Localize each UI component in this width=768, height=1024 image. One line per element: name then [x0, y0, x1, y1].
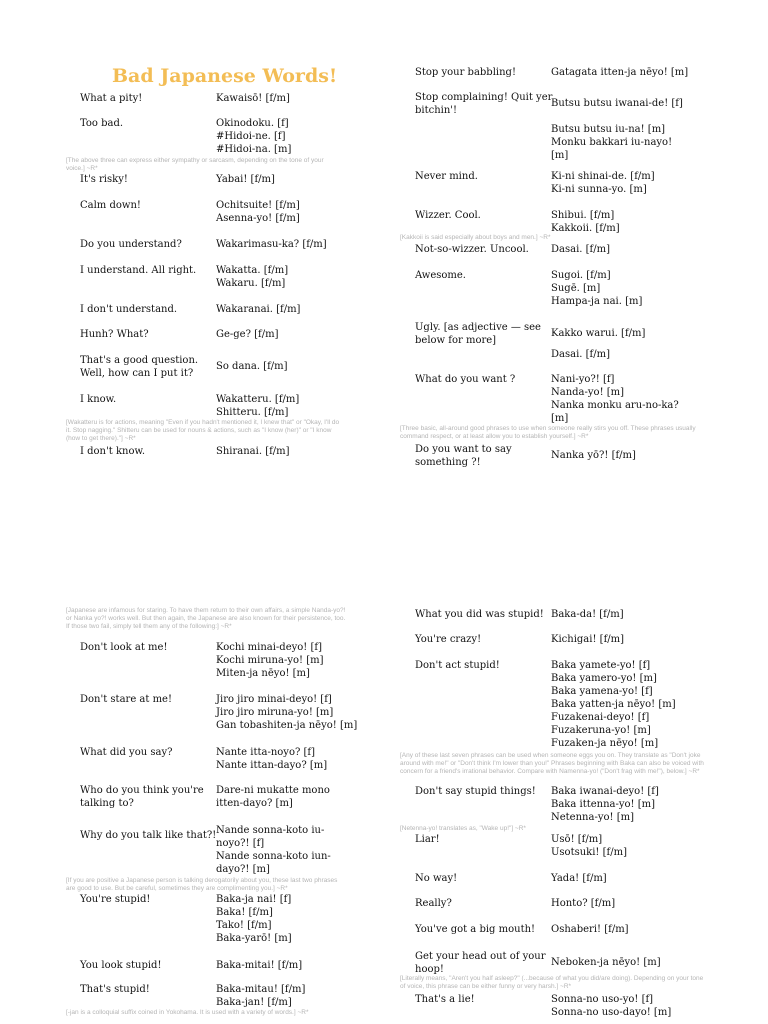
japanese-phrase: Kawaisō! [f/m] [216, 93, 290, 104]
japanese-phrase: Sugoi. [f/m] Sugē. [m] Hampa-ja nai. [m] [551, 270, 643, 307]
japanese-phrase: Oshaberi! [f/m] [551, 924, 629, 935]
english-phrase: Liar! [415, 834, 440, 845]
japanese-phrase: Sonna-no uso-yo! [f] Sonna-no uso-dayo! [m] [551, 994, 672, 1018]
japanese-phrase: Wakatteru. [f/m] Shitteru. [f/m] [216, 394, 300, 418]
japanese-phrase: Baka-mitau! [f/m] Baka-jan! [f/m] [216, 984, 306, 1008]
japanese-phrase: Wakaranai. [f/m] [216, 304, 301, 315]
japanese-phrase: Baka-ja nai! [f] Baka! [f/m] Tako! [f/m] Baka-yarō! [m] [216, 894, 292, 944]
english-phrase: You look stupid! [80, 960, 162, 971]
japanese-phrase: Dasai. [f/m] [551, 244, 610, 255]
japanese-phrase: Baka yamete-yo! [f] Baka yamero-yo! [m] Baka yamena-yo! [f] Baka yatten-ja nēyo! [m] Fuzakenai-deyo! [f] Fuzakeruna-yo! [m] Fuzaken-ja nēyo! [m] [551, 660, 676, 749]
english-phrase: Stop complaining! Quit yer bitchin'! [415, 92, 553, 116]
note: [Any of these last seven phrases can be used when someone eggs you on. They translate as "Don't joke around with me!" or "Don't think I'm lower than you!" Phrases beginning with Baka can also be voiced with concern for a friend's irrational behavior. Compare with Namenna-yo! ("Don't frag with me!"), below.] ~R* [400, 752, 704, 775]
english-phrase: Don't act stupid! [415, 660, 500, 671]
english-phrase: Get your head out of your hoop! [415, 951, 546, 975]
page-title: Bad Japanese Words! [112, 65, 338, 87]
english-phrase: Ugly. [as adjective — see below for more] [415, 322, 541, 346]
english-phrase: It's risky! [80, 174, 128, 185]
english-phrase: Stop your babbling! [415, 67, 516, 78]
note: [Kakkoii is said especially about boys and men.] ~R* [400, 234, 551, 241]
japanese-phrase: Baka iwanai-deyo! [f] Baka ittenna-yo! [m] Netenna-yo! [m] [551, 786, 659, 823]
japanese-phrase: Ochitsuite! [f/m] Asenna-yo! [f/m] [216, 200, 300, 224]
english-phrase: Really? [415, 898, 452, 909]
japanese-phrase: Nanka yō?! [f/m] [551, 450, 636, 461]
note: [The above three can express either sympathy or sarcasm, depending on the tone of your voice.] ~R* [66, 157, 324, 172]
note: [Japanese are infamous for staring. To have them return to their own affairs, a simple Nanda-yo?! or Nanka yo?! works well. But then again, the Japanese are also known for their persistence, too. If those two fail, simply tell them any of the following:] ~R* [66, 607, 346, 630]
japanese-phrase: Gatagata itten-ja nēyo! [m] [551, 67, 689, 78]
english-phrase: I don't know. [80, 446, 146, 457]
english-phrase: Wizzer. Cool. [415, 210, 481, 221]
japanese-phrase: Jiro jiro minai-deyo! [f] Jiro jiro miruna-yo! [m] Gan tobashiten-ja nēyo! [m] [216, 694, 358, 731]
english-phrase: You've got a big mouth! [415, 924, 536, 935]
english-phrase: Who do you think you're talking to? [80, 785, 204, 809]
english-phrase: Never mind. [415, 171, 478, 182]
japanese-phrase: Kichigai! [f/m] [551, 634, 625, 645]
japanese-phrase: Yada! [f/m] [551, 873, 607, 884]
english-phrase: No way! [415, 873, 458, 884]
english-phrase: Calm down! [80, 200, 141, 211]
english-phrase: Do you want to say something ?! [415, 444, 512, 468]
english-phrase: I know. [80, 394, 117, 405]
japanese-phrase: Yabai! [f/m] [216, 174, 275, 185]
japanese-phrase: Ki-ni shinai-de. [f/m] Ki-ni sunna-yo. [m] [551, 171, 655, 195]
english-phrase: What you did was stupid! [415, 609, 544, 620]
japanese-phrase: Usō! [f/m] Usotsuki! [f/m] [551, 834, 627, 858]
japanese-phrase: Ge-ge? [f/m] [216, 329, 279, 340]
japanese-phrase: Kakko warui. [f/m] [551, 328, 646, 339]
note: [Three basic, all-around good phrases to use when someone really stirs you off. These phrases usually command respect, or at least allow you to establish yourself.] ~R* [400, 425, 696, 440]
note: [Literally means, "Aren't you half asleep?" (...because of what you did/are doing). Depending on your tone of voice, this phrase can be either funny or very harsh.] ~R* [400, 975, 704, 990]
note: [If you are positive a Japanese person is talking derogatorily about you, these last two phrases are good to use. But be careful, sometimes they are complimenting you.] ~R* [66, 877, 338, 892]
english-phrase: Don't stare at me! [80, 694, 172, 705]
note: [-jan is a colloquial suffix coined in Yokohama. It is used with a variety of words.] ~R* [66, 1009, 309, 1016]
english-phrase: That's a lie! [415, 994, 475, 1005]
english-phrase: Don't look at me! [80, 642, 168, 653]
japanese-phrase: Baka-mitai! [f/m] [216, 960, 303, 971]
english-phrase: You're stupid! [80, 894, 151, 905]
english-phrase: I don't understand. [80, 304, 178, 315]
japanese-phrase: Honto? [f/m] [551, 898, 616, 909]
japanese-phrase: Shibui. [f/m] Kakkoii. [f/m] [551, 210, 620, 234]
japanese-phrase: Wakatta. [f/m] Wakaru. [f/m] [216, 265, 289, 289]
english-phrase: You're crazy! [415, 634, 482, 645]
english-phrase: Do you understand? [80, 239, 182, 250]
english-phrase: Don't say stupid things! [415, 786, 536, 797]
english-phrase: I understand. All right. [80, 265, 197, 276]
japanese-phrase: Nani-yo?! [f] Nanda-yo! [m] Nanka monku aru-no-ka? [m] [551, 374, 679, 424]
english-phrase: Not-so-wizzer. Uncool. [415, 244, 529, 255]
english-phrase: Hunh? What? [80, 329, 149, 340]
japanese-phrase: Neboken-ja nēyo! [m] [551, 957, 661, 968]
english-phrase: Too bad. [80, 118, 124, 129]
english-phrase: That's stupid! [80, 984, 150, 995]
english-phrase: Why do you talk like that?! [80, 830, 217, 841]
japanese-phrase: Nante itta-noyo? [f] Nante ittan-dayo? [m] [216, 747, 328, 771]
japanese-phrase: Butsu butsu iwanai-de! [f] Butsu butsu iu-na! [m] Monku bakkari iu-nayo! [m] [551, 98, 683, 161]
english-phrase: What a pity! [80, 93, 143, 104]
japanese-phrase: Nande sonna-koto iu- noyo?! [f] Nande sonna-koto iun- dayo?! [m] [216, 825, 331, 875]
english-phrase: That's a good question. Well, how can I put it? [80, 355, 199, 379]
japanese-phrase: Kochi minai-deyo! [f] Kochi miruna-yo! [m] Miten-ja nēyo! [m] [216, 642, 324, 679]
note: [Netenna-yo! translates as, "Wake up!"] ~R* [400, 825, 526, 832]
english-phrase: What did you say? [80, 747, 173, 758]
japanese-phrase: Dasai. [f/m] [551, 349, 610, 360]
english-phrase: What do you want ? [415, 374, 516, 385]
english-phrase: Awesome. [415, 270, 466, 281]
note: [Wakatteru is for actions, meaning "Even if you hadn't mentioned it, I knew that" or "Okay, I'll do it. Stop nagging." Shitteru can be used for nouns & actions, such as "I know (her)" or "I know (how to get there)."] ~R* [66, 419, 340, 442]
japanese-phrase: Okinodoku. [f] #Hidoi-ne. [f] #Hidoi-na. [m] [216, 118, 292, 155]
japanese-phrase: Wakarimasu-ka? [f/m] [216, 239, 327, 250]
japanese-phrase: Shiranai. [f/m] [216, 446, 290, 457]
japanese-phrase: Dare-ni mukatte mono itten-dayo? [m] [216, 785, 330, 809]
japanese-phrase: Baka-da! [f/m] [551, 609, 624, 620]
japanese-phrase: So dana. [f/m] [216, 361, 288, 372]
